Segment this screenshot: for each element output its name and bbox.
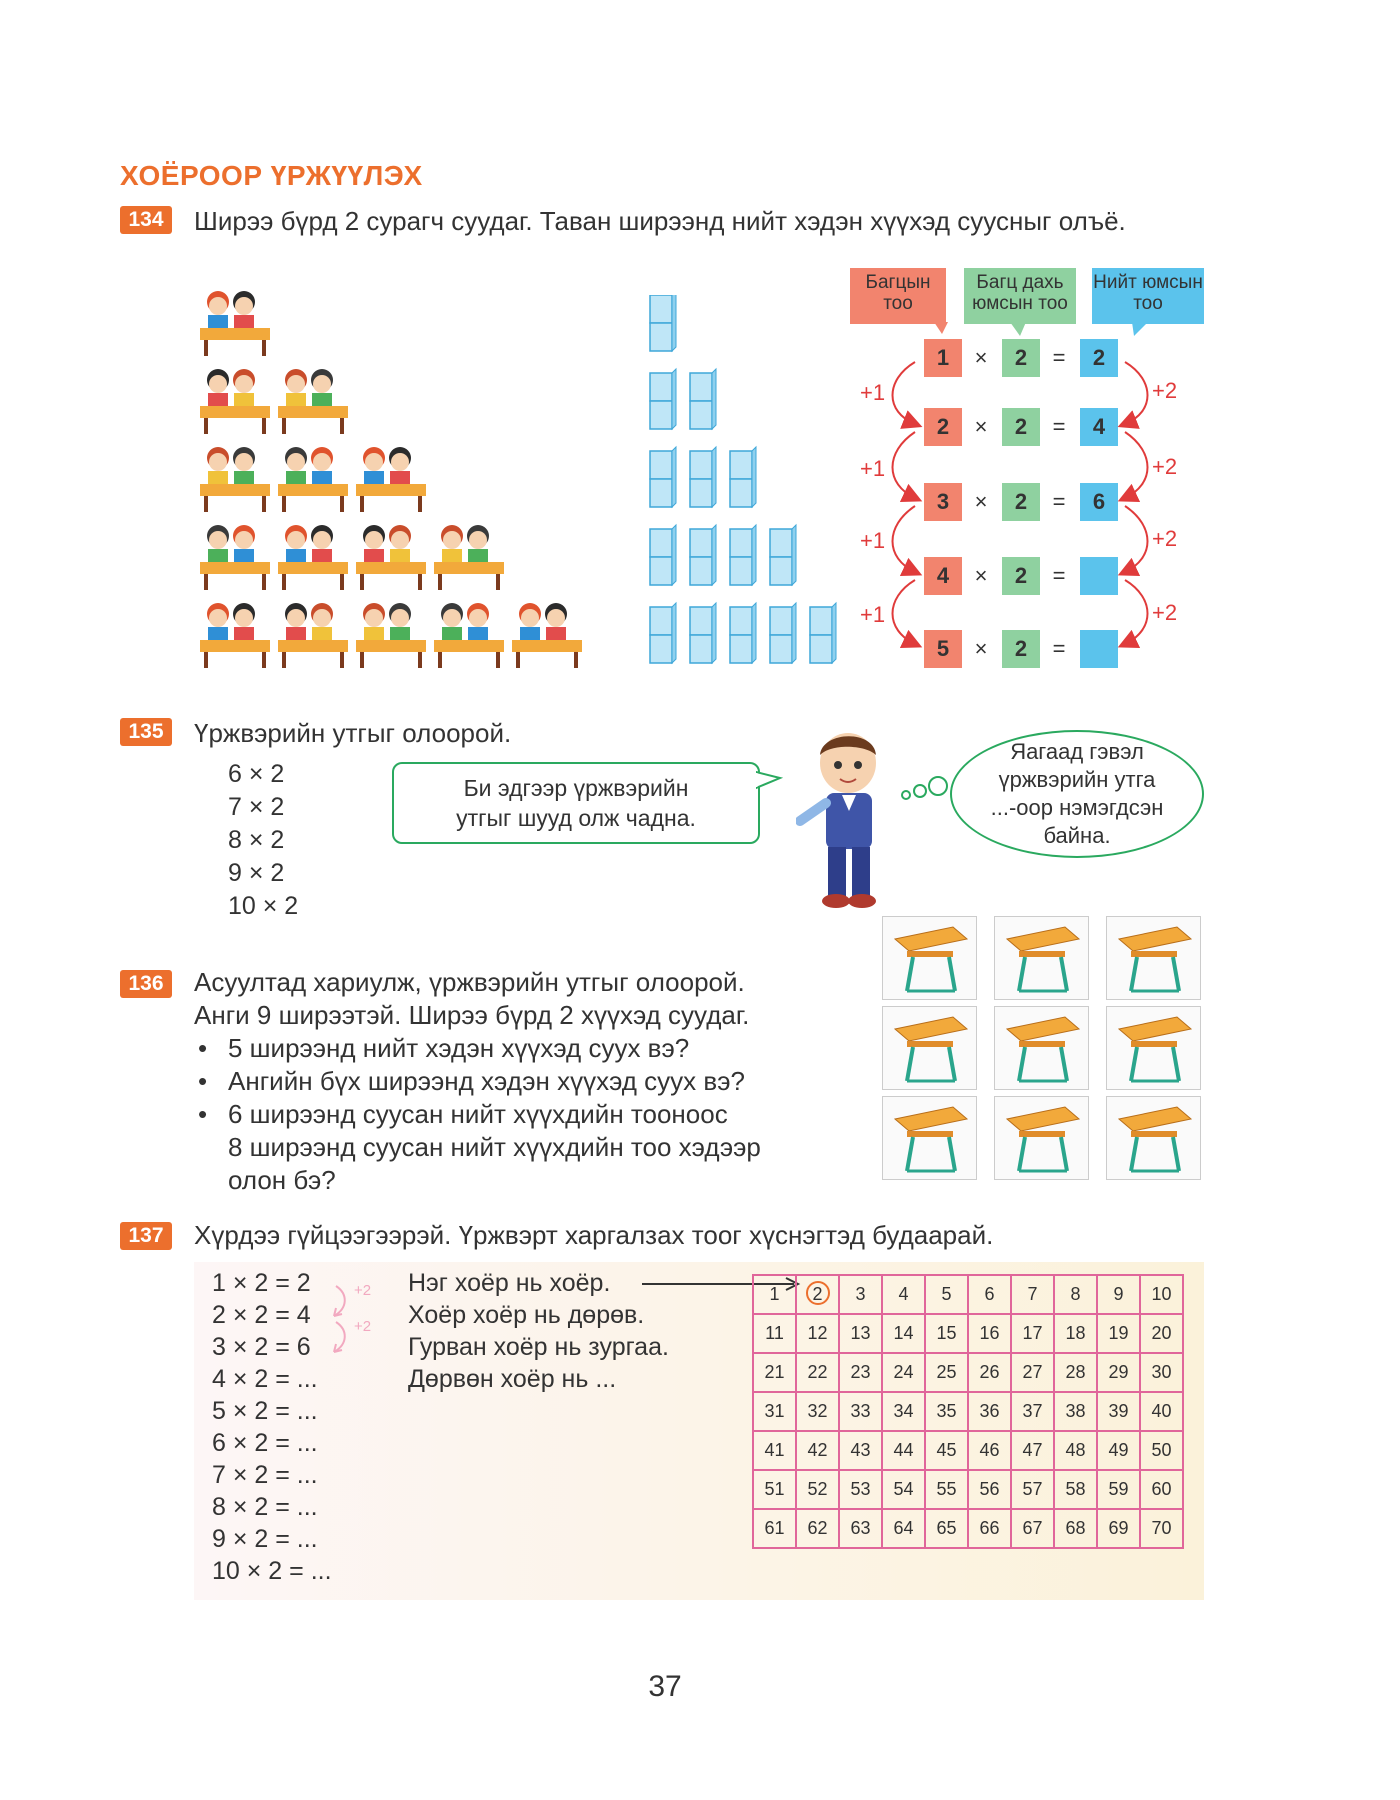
school-desk-picture bbox=[882, 1006, 977, 1090]
question-2 bbox=[194, 1065, 761, 1098]
cube bbox=[770, 607, 792, 635]
cube-side bbox=[672, 369, 676, 429]
cube bbox=[730, 607, 752, 635]
cube bbox=[650, 401, 672, 429]
speech-bubble-left-line: Би эдгээр үржвэрийн bbox=[463, 775, 689, 801]
cube-side bbox=[672, 447, 676, 507]
grid-cell[interactable]: 45 bbox=[925, 1431, 968, 1470]
total-items-cell: 4 bbox=[1080, 408, 1118, 446]
grid-cell[interactable]: 6 bbox=[968, 1275, 1011, 1314]
bundle-count-cell: 3 bbox=[924, 483, 962, 521]
expression-item: 7 × 2 bbox=[228, 793, 285, 821]
step-label-left-3: +1 bbox=[860, 528, 886, 553]
cube bbox=[690, 451, 712, 479]
step-label-right-3: +2 bbox=[1152, 526, 1178, 551]
cube-towers-illustration bbox=[640, 295, 860, 685]
exercise-136-line: Асуултад хариулж, үржвэрийн утгыг олоорой. bbox=[194, 967, 745, 997]
cube-side bbox=[792, 525, 796, 585]
step-label-left-2: +1 bbox=[860, 456, 886, 481]
cube-side bbox=[672, 603, 676, 663]
expression-item: 9 × 2 bbox=[228, 859, 285, 887]
grid-cell[interactable]: 52 bbox=[796, 1470, 839, 1509]
total-items-cell: 6 bbox=[1080, 483, 1118, 521]
cube-side bbox=[712, 369, 716, 429]
pupils-at-desk bbox=[434, 603, 504, 668]
grid-cell[interactable]: 32 bbox=[796, 1392, 839, 1431]
pupils-at-desk bbox=[434, 525, 504, 590]
grid-cell[interactable]: 9 bbox=[1097, 1275, 1140, 1314]
header-bundle-count bbox=[850, 268, 946, 324]
chant-line: Дөрвөн хоёр нь ... bbox=[408, 1365, 617, 1393]
bullet: • bbox=[198, 1099, 208, 1129]
times-sign: × bbox=[974, 636, 988, 661]
grid-cell[interactable]: 59 bbox=[1097, 1470, 1140, 1509]
grid-cell[interactable]: 24 bbox=[882, 1353, 925, 1392]
cube bbox=[650, 557, 672, 585]
grid-cell[interactable]: 28 bbox=[1054, 1353, 1097, 1392]
grid-cell[interactable]: 44 bbox=[882, 1431, 925, 1470]
equation: 10 × 2 = ... bbox=[212, 1557, 332, 1585]
header-items-per-bundle bbox=[964, 268, 1076, 324]
page-title: ХОЁРООР ҮРЖҮҮЛЭХ bbox=[120, 160, 423, 191]
cube bbox=[650, 479, 672, 507]
bullet: • bbox=[198, 1033, 208, 1063]
grid-cell[interactable]: 48 bbox=[1054, 1431, 1097, 1470]
grid-cell[interactable]: 49 bbox=[1097, 1431, 1140, 1470]
cube bbox=[770, 529, 792, 557]
cube bbox=[810, 635, 832, 663]
grid-cell[interactable]: 39 bbox=[1097, 1392, 1140, 1431]
boy-illustration bbox=[796, 725, 906, 915]
pupils-at-desk bbox=[200, 603, 270, 668]
school-desk-picture bbox=[994, 916, 1089, 1000]
cube-side bbox=[832, 603, 836, 663]
grid-cell[interactable]: 21 bbox=[753, 1353, 796, 1392]
bundle-count-cell: 5 bbox=[924, 630, 962, 668]
cube bbox=[690, 373, 712, 401]
thought-bubble-right bbox=[950, 730, 1204, 858]
grid-row bbox=[753, 1509, 1183, 1548]
grid-cell[interactable]: 35 bbox=[925, 1392, 968, 1431]
header-total-items bbox=[1092, 268, 1204, 324]
grid-cell[interactable]: 1 bbox=[753, 1275, 796, 1314]
total-items-cell: 2 bbox=[1080, 339, 1118, 377]
question-1 bbox=[194, 1032, 761, 1065]
equals-sign: = bbox=[1052, 563, 1066, 588]
grid-cell[interactable]: 13 bbox=[839, 1314, 882, 1353]
grid-cell[interactable]: 20 bbox=[1140, 1314, 1183, 1353]
speech-bubble-left bbox=[392, 762, 760, 844]
grid-cell[interactable]: 12 bbox=[796, 1314, 839, 1353]
grid-cell[interactable]: 5 bbox=[925, 1275, 968, 1314]
grid-cell[interactable]: 36 bbox=[968, 1392, 1011, 1431]
grid-cell[interactable]: 34 bbox=[882, 1392, 925, 1431]
chant-line: Гурван хоёр нь зургаа. bbox=[408, 1333, 669, 1361]
expression-item: 6 × 2 bbox=[228, 760, 285, 788]
equals-sign: = bbox=[1052, 636, 1066, 661]
equation: 6 × 2 = ... bbox=[212, 1429, 318, 1457]
equation: 7 × 2 = ... bbox=[212, 1461, 318, 1489]
cube bbox=[690, 401, 712, 429]
expression-item: 10 × 2 bbox=[228, 892, 299, 920]
cube bbox=[650, 607, 672, 635]
grid-cell[interactable]: 54 bbox=[882, 1470, 925, 1509]
pupils-at-desk bbox=[356, 525, 426, 590]
times-sign: × bbox=[974, 563, 988, 588]
grid-cell[interactable]: 26 bbox=[968, 1353, 1011, 1392]
cube bbox=[730, 479, 752, 507]
step-label-right-2: +2 bbox=[1152, 454, 1178, 479]
cube-side bbox=[752, 603, 756, 663]
grid-cell[interactable]: 70 bbox=[1140, 1509, 1183, 1548]
school-desk-picture bbox=[994, 1006, 1089, 1090]
grid-cell[interactable]: 17 bbox=[1011, 1314, 1054, 1353]
school-desk-picture bbox=[1106, 1096, 1201, 1180]
grid-cell[interactable]: 15 bbox=[925, 1314, 968, 1353]
pupils-at-desk bbox=[200, 525, 270, 590]
items-per-bundle-cell: 2 bbox=[1002, 483, 1040, 521]
pupils-at-desk bbox=[278, 603, 348, 668]
thought-bubble-line: байна. bbox=[1043, 823, 1111, 848]
cube bbox=[650, 635, 672, 663]
exercise-number-134: 134 bbox=[120, 206, 172, 234]
chant-text bbox=[408, 1267, 669, 1395]
cube bbox=[730, 529, 752, 557]
header-total-items-label: Нийт юмсын тоо bbox=[1093, 272, 1203, 314]
thought-bubble-line: ...-оор нэмэгдсэн bbox=[990, 795, 1164, 820]
items-per-bundle-cell: 2 bbox=[1002, 339, 1040, 377]
question-3 bbox=[194, 1098, 761, 1197]
cube bbox=[810, 607, 832, 635]
grid-cell[interactable]: 25 bbox=[925, 1353, 968, 1392]
grid-cell[interactable]: 23 bbox=[839, 1353, 882, 1392]
page-number: 37 bbox=[648, 1670, 682, 1703]
grid-cell[interactable]: 55 bbox=[925, 1470, 968, 1509]
equation: 5 × 2 = ... bbox=[212, 1397, 318, 1425]
grid-cell[interactable]: 29 bbox=[1097, 1353, 1140, 1392]
step-arrows bbox=[855, 340, 1195, 670]
grid-cell[interactable]: 47 bbox=[1011, 1431, 1054, 1470]
grid-cell[interactable]: 40 bbox=[1140, 1392, 1183, 1431]
thought-bubble-line: үржвэрийн утга bbox=[998, 767, 1156, 792]
speech-bubble-left-line: утгыг шууд олж чадна. bbox=[456, 805, 696, 831]
grid-row bbox=[753, 1431, 1183, 1470]
grid-cell[interactable]: 41 bbox=[753, 1431, 796, 1470]
cube bbox=[650, 529, 672, 557]
grid-cell[interactable]: 64 bbox=[882, 1509, 925, 1548]
pupils-at-desks-illustration bbox=[200, 290, 620, 680]
grid-cell[interactable]: 68 bbox=[1054, 1509, 1097, 1548]
equals-sign: = bbox=[1052, 345, 1066, 370]
number-grid bbox=[752, 1274, 1184, 1549]
grid-row bbox=[753, 1392, 1183, 1431]
cube bbox=[650, 295, 672, 323]
grid-cell[interactable]: 10 bbox=[1140, 1275, 1183, 1314]
items-per-bundle-cell: 2 bbox=[1002, 557, 1040, 595]
step-label-right-4: +2 bbox=[1152, 600, 1178, 625]
times-sign: × bbox=[974, 414, 988, 439]
cube bbox=[650, 451, 672, 479]
exercise-number-137: 137 bbox=[120, 1222, 172, 1250]
cube-side bbox=[752, 525, 756, 585]
circled-mark bbox=[806, 1281, 830, 1305]
items-per-bundle-cell: 2 bbox=[1002, 408, 1040, 446]
cube bbox=[690, 557, 712, 585]
grid-cell[interactable]: 66 bbox=[968, 1509, 1011, 1548]
grid-cell[interactable]: 60 bbox=[1140, 1470, 1183, 1509]
equation: 4 × 2 = ... bbox=[212, 1365, 318, 1393]
grid-cell[interactable]: 8 bbox=[1054, 1275, 1097, 1314]
header-bundle-count-label: Багцын тоо bbox=[865, 272, 931, 314]
grid-cell[interactable]: 69 bbox=[1097, 1509, 1140, 1548]
cube bbox=[690, 607, 712, 635]
pupils-at-desk bbox=[278, 447, 348, 512]
equation-step-label: +2 bbox=[354, 1318, 372, 1335]
grid-row bbox=[753, 1470, 1183, 1509]
step-label-right-1: +2 bbox=[1152, 378, 1178, 403]
exercise-135-text: Үржвэрийн утгыг олоорой. bbox=[194, 718, 512, 748]
grid-cell[interactable]: 19 bbox=[1097, 1314, 1140, 1353]
header-pointers bbox=[850, 322, 1210, 340]
grid-cell[interactable]: 62 bbox=[796, 1509, 839, 1548]
cube-side bbox=[792, 603, 796, 663]
cube bbox=[730, 635, 752, 663]
cube bbox=[730, 557, 752, 585]
bundle-count-cell: 1 bbox=[924, 339, 962, 377]
exercise-137-text: Хүрдээ гүйцээгээрэй. Үржвэрт харгалзах тоог хүснэгтэд будаарай. bbox=[194, 1220, 994, 1250]
grid-cell[interactable]: 31 bbox=[753, 1392, 796, 1431]
thought-dots bbox=[900, 775, 950, 805]
grid-cell[interactable]: 38 bbox=[1054, 1392, 1097, 1431]
equation: 1 × 2 = 2 bbox=[212, 1269, 311, 1297]
cube-side bbox=[712, 603, 716, 663]
school-desk-picture bbox=[1106, 916, 1201, 1000]
grid-cell[interactable]: 11 bbox=[753, 1314, 796, 1353]
grid-cell[interactable]: 61 bbox=[753, 1509, 796, 1548]
grid-cell[interactable]: 30 bbox=[1140, 1353, 1183, 1392]
grid-cell[interactable]: 43 bbox=[839, 1431, 882, 1470]
school-desk-picture bbox=[882, 1096, 977, 1180]
grid-cell[interactable]: 63 bbox=[839, 1509, 882, 1548]
exercise-136-line: Анги 9 ширээтэй. Ширээ бүрд 2 хүүхэд суудаг. bbox=[194, 1000, 750, 1030]
times-sign: × bbox=[974, 345, 988, 370]
school-desk-picture bbox=[994, 1096, 1089, 1180]
pupils-at-desk bbox=[356, 603, 426, 668]
exercise-number-136: 136 bbox=[120, 970, 172, 998]
chant-line: Хоёр хоёр нь дөрөв. bbox=[408, 1301, 645, 1329]
pupils-at-desk bbox=[200, 369, 270, 434]
grid-cell[interactable]: 14 bbox=[882, 1314, 925, 1353]
grid-cell[interactable]: 3 bbox=[839, 1275, 882, 1314]
school-desk-picture bbox=[1106, 1006, 1201, 1090]
question-3-line: 6 ширээнд суусан нийт хүүхдийн тооноос bbox=[228, 1099, 728, 1129]
school-desk-picture bbox=[882, 916, 977, 1000]
grid-cell[interactable]: 50 bbox=[1140, 1431, 1183, 1470]
exercise-number-135: 135 bbox=[120, 718, 172, 746]
bundle-count-cell: 2 bbox=[924, 408, 962, 446]
exercise-135-list bbox=[228, 758, 298, 923]
pupils-at-desk bbox=[278, 369, 348, 434]
exercise-134-text: Ширээ бүрд 2 сурагч суудаг. Таван ширээнд нийт хэдэн хүүхэд суусныг олъё. bbox=[194, 206, 1126, 236]
equation: 3 × 2 = 6 bbox=[212, 1333, 311, 1361]
step-label-left-1: +1 bbox=[860, 380, 886, 405]
grid-cell[interactable]: 51 bbox=[753, 1470, 796, 1509]
pupils-at-desk bbox=[278, 525, 348, 590]
items-per-bundle-cell: 2 bbox=[1002, 630, 1040, 668]
cube bbox=[690, 529, 712, 557]
pupils-at-desk bbox=[200, 291, 270, 356]
pupils-at-desk bbox=[512, 603, 582, 668]
cube bbox=[730, 451, 752, 479]
question-2-text: Ангийн бүх ширээнд хэдэн хүүхэд суух вэ? bbox=[228, 1066, 745, 1096]
cube bbox=[650, 373, 672, 401]
header-items-per-bundle-label: Багц дахь юмсын тоо bbox=[972, 272, 1068, 314]
grid-cell[interactable]: 18 bbox=[1054, 1314, 1097, 1353]
grid-cell[interactable]: 53 bbox=[839, 1470, 882, 1509]
grid-cell[interactable]: 65 bbox=[925, 1509, 968, 1548]
grid-cell[interactable]: 37 bbox=[1011, 1392, 1054, 1431]
equation: 9 × 2 = ... bbox=[212, 1525, 318, 1553]
cube bbox=[690, 479, 712, 507]
equals-sign: = bbox=[1052, 489, 1066, 514]
cube-side bbox=[712, 525, 716, 585]
equals-sign: = bbox=[1052, 414, 1066, 439]
equation: 2 × 2 = 4 bbox=[212, 1301, 311, 1329]
bundle-count-cell: 4 bbox=[924, 557, 962, 595]
bullet: • bbox=[198, 1066, 208, 1096]
question-3-line: олон бэ? bbox=[228, 1165, 336, 1195]
cube-side bbox=[752, 447, 756, 507]
grid-cell[interactable]: 7 bbox=[1011, 1275, 1054, 1314]
pupils-at-desk bbox=[200, 447, 270, 512]
grid-row bbox=[753, 1275, 1183, 1314]
question-3-line: 8 ширээнд суусан нийт хүүхдийн тоо хэдээр bbox=[228, 1132, 761, 1162]
grid-cell[interactable]: 33 bbox=[839, 1392, 882, 1431]
cube bbox=[770, 635, 792, 663]
cube bbox=[650, 323, 672, 351]
grid-cell[interactable]: 58 bbox=[1054, 1470, 1097, 1509]
times-sign: × bbox=[974, 489, 988, 514]
expression-item: 8 × 2 bbox=[228, 826, 285, 854]
cube-side bbox=[672, 295, 676, 351]
grid-cell[interactable]: 22 bbox=[796, 1353, 839, 1392]
speech-bubble-tail bbox=[756, 770, 786, 794]
grid-cell[interactable]: 16 bbox=[968, 1314, 1011, 1353]
grid-cell[interactable]: 4 bbox=[882, 1275, 925, 1314]
thought-bubble-line: Яагаад гэвэл bbox=[1010, 739, 1144, 764]
cube bbox=[770, 557, 792, 585]
grid-cell[interactable]: 46 bbox=[968, 1431, 1011, 1470]
grid-cell[interactable]: 67 bbox=[1011, 1509, 1054, 1548]
grid-cell[interactable]: 2 bbox=[796, 1275, 839, 1314]
question-1-text: 5 ширээнд нийт хэдэн хүүхэд суух вэ? bbox=[228, 1033, 690, 1063]
cube-side bbox=[672, 525, 676, 585]
chant-line: Нэг хоёр нь хоёр. bbox=[408, 1269, 611, 1297]
pupils-at-desk bbox=[356, 447, 426, 512]
grid-cell[interactable]: 42 bbox=[796, 1431, 839, 1470]
exercise-136-body bbox=[194, 966, 761, 1197]
times-two-equations bbox=[212, 1267, 332, 1587]
grid-cell[interactable]: 56 bbox=[968, 1470, 1011, 1509]
grid-row bbox=[753, 1353, 1183, 1392]
step-label-left-4: +1 bbox=[860, 602, 886, 627]
grid-row bbox=[753, 1314, 1183, 1353]
equation: 8 × 2 = ... bbox=[212, 1493, 318, 1521]
grid-cell[interactable]: 57 bbox=[1011, 1470, 1054, 1509]
cube-side bbox=[712, 447, 716, 507]
grid-cell[interactable]: 27 bbox=[1011, 1353, 1054, 1392]
equation-step-label: +2 bbox=[354, 1282, 372, 1299]
cube bbox=[690, 635, 712, 663]
